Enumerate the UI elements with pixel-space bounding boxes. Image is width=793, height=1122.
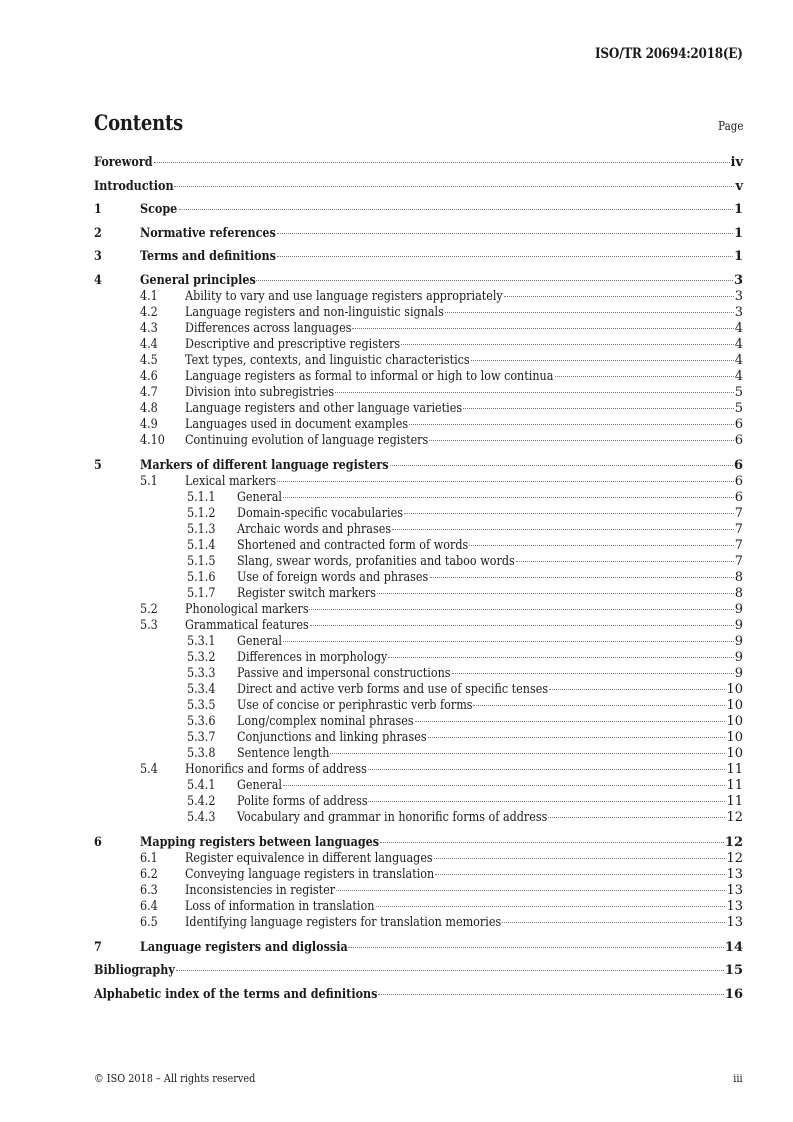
- toc-section-title[interactable]: Continuing evolution of language registers: [185, 432, 429, 448]
- toc-section-title[interactable]: Passive and impersonal constructions: [237, 665, 451, 681]
- dot-leader: [283, 785, 725, 786]
- toc-section-number: 3: [94, 249, 102, 264]
- toc-page-number: 3: [734, 288, 743, 304]
- toc-entry[interactable]: [94, 179, 743, 195]
- toc-entry[interactable]: [94, 794, 743, 810]
- toc-entry[interactable]: [94, 570, 743, 586]
- toc-entry[interactable]: [94, 698, 743, 714]
- toc-page-number: 9: [734, 649, 743, 665]
- toc-section-number: 4.5: [140, 352, 158, 368]
- dot-leader: [555, 376, 734, 377]
- toc-section-title[interactable]: General: [237, 633, 282, 649]
- toc-section-title[interactable]: Sentence length: [237, 745, 330, 761]
- toc-entry[interactable]: [94, 305, 743, 321]
- toc-section-title[interactable]: Grammatical features: [185, 617, 309, 633]
- toc-section-number: 4.3: [140, 320, 158, 336]
- toc-section-title[interactable]: Differences across languages: [185, 320, 352, 336]
- toc-page-number: 1: [733, 202, 743, 217]
- toc-section-title[interactable]: Mapping registers between languages: [140, 834, 380, 850]
- dot-leader: [277, 233, 733, 234]
- page-column-label: Page: [717, 119, 743, 133]
- toc-section-number: 5.3.8: [187, 745, 216, 761]
- toc-section-title[interactable]: Division into subregistries: [185, 384, 335, 400]
- toc-page-number: 13: [726, 882, 743, 898]
- dot-leader: [404, 513, 734, 514]
- toc-section-title[interactable]: Lexical markers: [185, 473, 277, 489]
- toc-entry[interactable]: [94, 385, 743, 401]
- toc-entry[interactable]: [94, 714, 743, 730]
- toc-entry[interactable]: [94, 506, 743, 522]
- toc-page-number: 3: [734, 304, 743, 320]
- toc-section-number: 5.1.6: [187, 569, 216, 585]
- toc-page-number: 6: [734, 489, 743, 505]
- dot-leader: [463, 408, 733, 409]
- toc-entry[interactable]: [94, 202, 743, 218]
- toc-entry[interactable]: [94, 746, 743, 762]
- toc-entry[interactable]: [94, 602, 743, 618]
- dot-leader: [471, 360, 734, 361]
- toc-page-number: 4: [734, 320, 743, 336]
- toc-page-number: 13: [726, 866, 743, 882]
- toc-section-number: 5.3.4: [187, 681, 216, 697]
- contents-heading: Contents: [94, 110, 183, 135]
- dot-leader: [368, 769, 725, 770]
- dot-leader: [368, 801, 725, 802]
- toc-section-title[interactable]: Polite forms of address: [237, 793, 368, 809]
- toc-section-title[interactable]: Descriptive and prescriptive registers: [185, 336, 401, 352]
- toc-section-title[interactable]: Slang, swear words, profanities and taboo words: [237, 553, 515, 569]
- toc-page-number: 10: [726, 729, 743, 745]
- dot-leader: [428, 737, 725, 738]
- toc-entry[interactable]: [94, 249, 743, 265]
- toc-page-number: 4: [734, 336, 743, 352]
- toc-section-title[interactable]: Terms and definitions: [140, 249, 276, 264]
- toc-entry[interactable]: [94, 353, 743, 369]
- toc-section-number: 5.3.5: [187, 697, 216, 713]
- toc-page-number: 10: [726, 713, 743, 729]
- toc-section-title[interactable]: Loss of information in translation: [185, 898, 375, 914]
- dot-leader: [435, 874, 725, 875]
- toc-section-title[interactable]: Honorifics and forms of address: [185, 761, 367, 777]
- toc-section-number: 5.3: [140, 617, 158, 633]
- toc-section-number: 5: [94, 457, 102, 473]
- toc-entry[interactable]: [94, 963, 743, 979]
- dot-leader: [401, 344, 733, 345]
- dot-leader: [380, 842, 724, 843]
- toc-page-number: 12: [726, 850, 743, 866]
- toc-page-number: v: [735, 178, 743, 194]
- toc-page-number: 9: [734, 617, 743, 633]
- toc-entry[interactable]: [94, 522, 743, 538]
- toc-entry[interactable]: [94, 155, 743, 171]
- toc-page-number: iv: [730, 155, 743, 170]
- toc-section-title[interactable]: Long/complex nominal phrases: [237, 713, 414, 729]
- toc-entry[interactable]: [94, 835, 743, 851]
- toc-section-number: 4.1: [140, 288, 158, 304]
- dot-leader: [376, 906, 726, 907]
- dot-leader: [516, 561, 734, 562]
- toc-section-title[interactable]: General: [237, 777, 282, 793]
- dot-leader: [174, 186, 734, 187]
- toc-entry[interactable]: [94, 899, 743, 915]
- toc-page-number: 9: [734, 633, 743, 649]
- toc-section-title[interactable]: Phonological markers: [185, 601, 309, 617]
- toc-page-number: 5: [734, 400, 743, 416]
- dot-leader: [310, 625, 734, 626]
- dot-leader: [390, 465, 733, 466]
- toc-section-title[interactable]: Inconsistencies in register: [185, 882, 336, 898]
- toc-section-number: 4.8: [140, 400, 158, 416]
- document-id: ISO/TR 20694:2018(E): [595, 46, 743, 62]
- dot-leader: [469, 545, 734, 546]
- toc-section-number: 5.3.7: [187, 729, 216, 745]
- toc-section-title[interactable]: Differences in morphology: [237, 649, 388, 665]
- toc-section-number: 5.2: [140, 601, 158, 617]
- toc-page-number: 3: [733, 272, 743, 288]
- toc-section-title[interactable]: Vocabulary and grammar in honorific forms of address: [237, 809, 548, 825]
- toc-entry[interactable]: [94, 401, 743, 417]
- dot-leader: [352, 328, 734, 329]
- toc-section-number: 4.10: [140, 432, 165, 448]
- toc-entry[interactable]: [94, 618, 743, 634]
- toc-section-number: 5.3.2: [187, 649, 216, 665]
- toc-section-number: 4: [94, 272, 102, 288]
- dot-leader: [335, 392, 733, 393]
- toc-page-number: 11: [726, 793, 743, 809]
- toc-section-number: 5.4: [140, 761, 158, 777]
- dot-leader: [409, 424, 733, 425]
- toc-section-number: 5.4.3: [187, 809, 216, 825]
- toc-page-number: 8: [734, 569, 743, 585]
- toc-entry[interactable]: [94, 682, 743, 698]
- dot-leader: [429, 440, 734, 441]
- toc-section-number: 5.1.2: [187, 505, 216, 521]
- toc-entry[interactable]: [94, 554, 743, 570]
- dot-leader: [330, 753, 725, 754]
- toc-section-number: 6.1: [140, 850, 158, 866]
- toc-section-title[interactable]: Scope: [140, 202, 178, 217]
- toc-section-number: 6.2: [140, 866, 158, 882]
- toc-section-number: 6.3: [140, 882, 158, 898]
- toc-section-number: 5.4.1: [187, 777, 216, 793]
- toc-section-title[interactable]: Language registers and diglossia: [140, 939, 348, 955]
- toc-page-number: 7: [734, 521, 743, 537]
- dot-leader: [377, 593, 734, 594]
- toc-section-title[interactable]: Language registers as formal to informal or high to low continua: [185, 368, 554, 384]
- toc-section-title[interactable]: Languages used in document examples: [185, 416, 409, 432]
- dot-leader: [452, 673, 734, 674]
- toc-page-number: 12: [724, 834, 743, 850]
- dot-leader: [176, 970, 724, 971]
- dot-leader: [388, 657, 734, 658]
- dot-leader: [283, 497, 733, 498]
- toc-page-number: 9: [734, 601, 743, 617]
- toc-entry[interactable]: [94, 586, 743, 602]
- page-footer: [94, 1072, 743, 1085]
- dot-leader: [378, 994, 724, 995]
- toc-page-number: 9: [734, 665, 743, 681]
- toc-page-number: 7: [734, 553, 743, 569]
- toc-section-number: 5.1.1: [187, 489, 216, 505]
- toc-page-number: 6: [734, 432, 743, 448]
- page-number: iii: [733, 1072, 743, 1085]
- dot-leader: [277, 481, 734, 482]
- toc-page-number: 16: [724, 986, 743, 1002]
- dot-leader: [548, 817, 725, 818]
- toc-section-number: 5.4.2: [187, 793, 216, 809]
- dot-leader: [445, 312, 734, 313]
- toc-entry[interactable]: [94, 883, 743, 899]
- dot-leader: [434, 858, 726, 859]
- toc-section-title[interactable]: Conveying language registers in translation: [185, 866, 435, 882]
- toc-section-title[interactable]: Identifying language registers for translation memories: [185, 914, 502, 930]
- toc-page-number: 7: [734, 537, 743, 553]
- toc-section-number: 5.1.4: [187, 537, 216, 553]
- toc-page-number: 10: [726, 697, 743, 713]
- toc-entry[interactable]: [94, 730, 743, 746]
- toc-entry[interactable]: [94, 915, 743, 931]
- toc-section-title[interactable]: Language registers and other language varieties: [185, 400, 463, 416]
- toc-section-number: 5.3.6: [187, 713, 216, 729]
- toc-page-number: 8: [734, 585, 743, 601]
- toc-section-title[interactable]: General: [237, 489, 282, 505]
- toc-section-number: 5.3.1: [187, 633, 216, 649]
- toc-entry[interactable]: [94, 289, 743, 305]
- dot-leader: [283, 641, 733, 642]
- toc-section-title[interactable]: Archaic words and phrases: [237, 521, 392, 537]
- dot-leader: [502, 922, 726, 923]
- dot-leader: [473, 705, 725, 706]
- toc-entry[interactable]: [94, 851, 743, 867]
- toc-section-title[interactable]: Bibliography: [94, 963, 175, 978]
- toc-page-number: 11: [726, 777, 743, 793]
- toc-section-title[interactable]: Alphabetic index of the terms and definitions: [94, 986, 378, 1002]
- toc-page-number: 13: [726, 898, 743, 914]
- toc-page-number: 10: [726, 681, 743, 697]
- toc-page-number: 12: [726, 809, 743, 825]
- toc-section-number: 5.1.3: [187, 521, 216, 537]
- toc-section-title[interactable]: Direct and active verb forms and use of specific tenses: [237, 681, 549, 697]
- dot-leader: [336, 890, 726, 891]
- toc-section-number: 6.4: [140, 898, 158, 914]
- toc-page-number: 7: [734, 505, 743, 521]
- toc-entry[interactable]: [94, 474, 743, 490]
- toc-section-number: 5.1.5: [187, 553, 216, 569]
- toc-section-title[interactable]: Text types, contexts, and linguistic characteristics: [185, 352, 470, 368]
- toc-entry[interactable]: [94, 940, 743, 956]
- toc-page-number: 13: [726, 914, 743, 930]
- toc-entry[interactable]: [94, 666, 743, 682]
- copyright-notice: © ISO 2018 – All rights reserved: [94, 1072, 256, 1085]
- dot-leader: [430, 577, 734, 578]
- toc-section-number: 4.4: [140, 336, 158, 352]
- toc-section-number: 4.9: [140, 416, 158, 432]
- dot-leader: [309, 609, 733, 610]
- toc-section-title[interactable]: Introduction: [94, 178, 174, 194]
- toc-entry[interactable]: [94, 538, 743, 554]
- toc-entry[interactable]: [94, 987, 743, 1003]
- toc-section-title[interactable]: Register switch markers: [237, 585, 376, 601]
- toc-section-title[interactable]: General principles: [140, 272, 256, 288]
- toc-entry[interactable]: [94, 490, 743, 506]
- toc-section-number: 7: [94, 939, 102, 955]
- toc-section-title[interactable]: Ability to vary and use language registers appropriately: [185, 288, 503, 304]
- toc-page-number: 10: [726, 745, 743, 761]
- toc-section-title[interactable]: Register equivalence in different languages: [185, 850, 433, 866]
- toc-entry[interactable]: [94, 273, 743, 289]
- toc-page-number: 6: [733, 457, 743, 473]
- toc-section-number: 6.5: [140, 914, 158, 930]
- toc-page-number: 4: [734, 352, 743, 368]
- toc-entry[interactable]: [94, 778, 743, 794]
- toc-page-number: 6: [734, 473, 743, 489]
- dot-leader: [277, 256, 733, 257]
- dot-leader: [256, 280, 733, 281]
- toc-section-number: 6: [94, 834, 102, 850]
- toc-section-title[interactable]: Conjunctions and linking phrases: [237, 729, 427, 745]
- toc-entry[interactable]: [94, 369, 743, 385]
- dot-leader: [549, 689, 726, 690]
- dot-leader: [504, 296, 734, 297]
- toc-entry[interactable]: [94, 337, 743, 353]
- toc-section-number: 4.2: [140, 304, 158, 320]
- toc-section-title[interactable]: Normative references: [140, 225, 276, 241]
- toc-section-number: 4.7: [140, 384, 158, 400]
- toc-section-title[interactable]: Foreword: [94, 155, 153, 170]
- toc-section-number: 2: [94, 225, 102, 241]
- toc-page-number: 15: [724, 963, 743, 978]
- toc-section-title[interactable]: Language registers and non-linguistic signals: [185, 304, 444, 320]
- toc-section-number: 5.3.3: [187, 665, 216, 681]
- toc-entry[interactable]: [94, 762, 743, 778]
- toc-page-number: 6: [734, 416, 743, 432]
- dot-leader: [415, 721, 725, 722]
- toc-entry[interactable]: [94, 226, 743, 242]
- dot-leader: [154, 162, 730, 163]
- dot-leader: [392, 529, 733, 530]
- toc-section-number: 1: [94, 202, 102, 217]
- toc-page-number: 1: [733, 225, 743, 241]
- toc-section-title[interactable]: Shortened and contracted form of words: [237, 537, 469, 553]
- toc-entry[interactable]: [94, 867, 743, 883]
- toc-page-number: 4: [734, 368, 743, 384]
- toc-page-number: 11: [726, 761, 743, 777]
- toc-section-number: 5.1.7: [187, 585, 216, 601]
- toc-entry[interactable]: [94, 458, 743, 474]
- toc-page-number: 14: [724, 939, 743, 955]
- toc-page-number: 1: [733, 249, 743, 264]
- toc-entry[interactable]: [94, 321, 743, 337]
- toc-section-number: 5.1: [140, 473, 158, 489]
- toc-section-title[interactable]: Use of concise or periphrastic verb forms: [237, 697, 473, 713]
- table-of-contents: [94, 155, 743, 1003]
- toc-entry[interactable]: [94, 433, 743, 449]
- toc-entry[interactable]: [94, 634, 743, 650]
- toc-entry[interactable]: [94, 810, 743, 826]
- toc-section-title[interactable]: Use of foreign words and phrases: [237, 569, 429, 585]
- dot-leader: [179, 209, 733, 210]
- toc-section-title[interactable]: Domain-specific vocabularies: [237, 505, 403, 521]
- toc-entry[interactable]: [94, 650, 743, 666]
- toc-entry[interactable]: [94, 417, 743, 433]
- dot-leader: [348, 947, 724, 948]
- toc-section-title[interactable]: Markers of different language registers: [140, 457, 389, 473]
- toc-page-number: 5: [734, 384, 743, 400]
- toc-section-number: 4.6: [140, 368, 158, 384]
